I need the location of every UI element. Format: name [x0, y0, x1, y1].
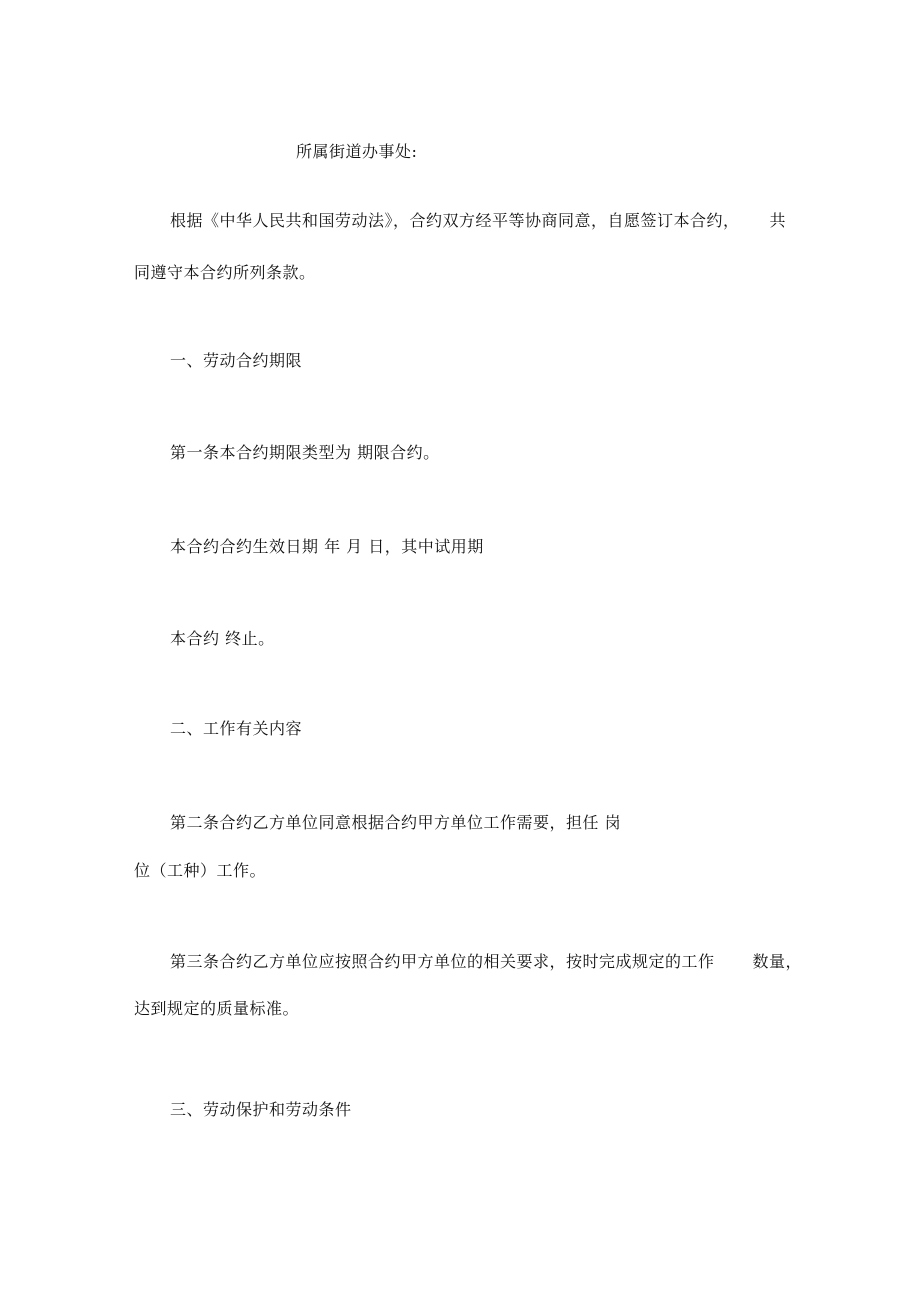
preamble-line-2: 同遵守本合约所列条款。: [134, 263, 316, 282]
article-3-line-2: 达到规定的质量标准。: [134, 999, 300, 1018]
article-2-line-2: 位（工种）工作。: [134, 861, 267, 880]
office-line: 所属街道办事处:: [296, 142, 418, 161]
effective-date-line: 本合约合约生效日期 年 月 日，其中试用期: [170, 537, 484, 556]
article-3-line-1: [170, 952, 802, 972]
article-3-line-1-end: 数量，: [752, 952, 802, 971]
preamble-line-1-end: 共: [769, 211, 786, 230]
article-3-line-1-text: 第三条合约乙方单位应按照合约甲方单位的相关要求，按时完成规定的工作: [170, 952, 715, 971]
article-2-line-1: 第二条合约乙方单位同意根据合约甲方单位工作需要，担任 岗: [170, 813, 622, 832]
preamble-line-1-text: 根据《中华人民共和国劳动法》，合约双方经平等协商同意，自愿签订本合约，: [170, 211, 740, 230]
section-1-heading: 一、劳动合约期限: [170, 351, 303, 370]
section-2-heading: 二、工作有关内容: [170, 719, 303, 738]
section-3-heading: 三、劳动保护和劳动条件: [170, 1100, 352, 1119]
preamble-line-1: [170, 211, 786, 231]
article-1: 第一条本合约期限类型为 期限合约。: [170, 443, 440, 462]
termination-line: 本合约 终止。: [170, 629, 275, 648]
